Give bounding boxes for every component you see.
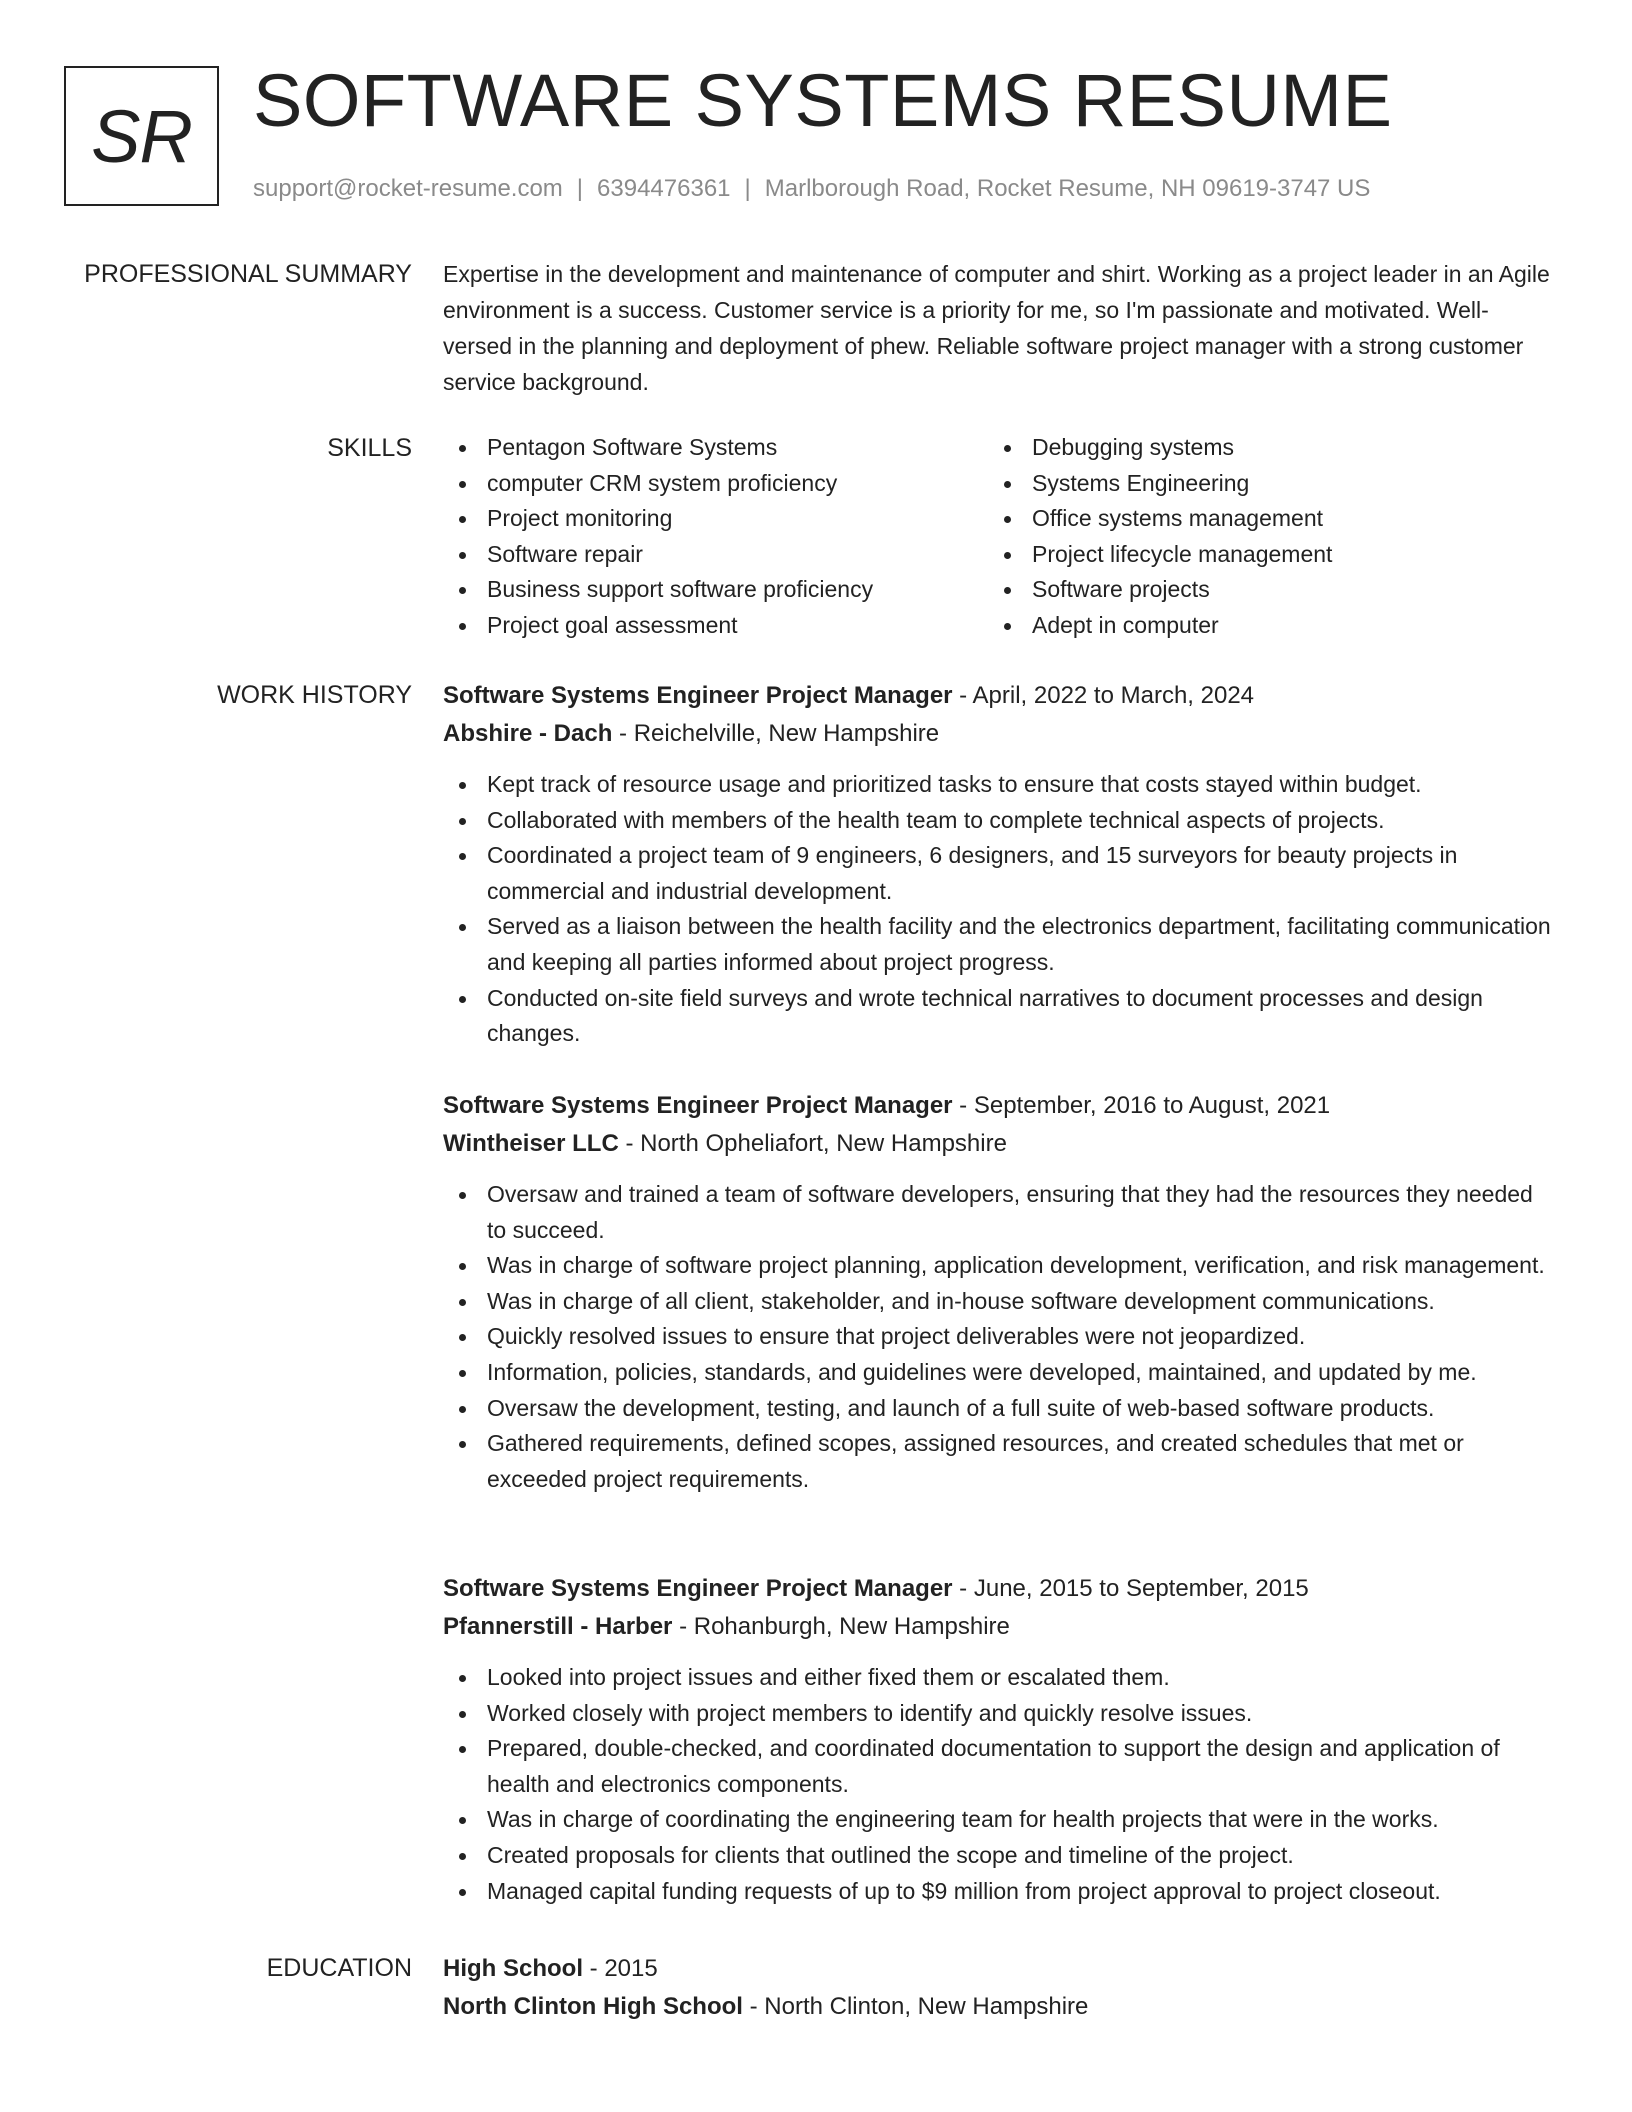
school-line (443, 1988, 1553, 2026)
skill-item: Project goal assessment (443, 608, 988, 644)
skills-body (443, 430, 1553, 644)
job-bullets (443, 767, 1553, 1052)
school-name: North Clinton High School (443, 1993, 743, 2020)
job-bullet: Collaborated with members of the health team to complete technical aspects of projects. (443, 803, 1553, 839)
degree-name: High School (443, 1955, 583, 1982)
skill-item: Systems Engineering (988, 466, 1533, 502)
contact-email: support@rocket-resume.com (253, 175, 563, 202)
job-bullets (443, 1660, 1553, 1909)
job-dates: - September, 2016 to August, 2021 (952, 1092, 1331, 1119)
job-bullet: Was in charge of all client, stakeholder, and in-house software development communications. (443, 1284, 1553, 1320)
degree-year: - 2015 (583, 1955, 658, 1982)
job-bullet: Oversaw the development, testing, and launch of a full suite of web-based software products. (443, 1391, 1553, 1427)
job-title-line (443, 1087, 1553, 1125)
school-location: - North Clinton, New Hampshire (742, 1993, 1089, 2020)
employer-location: - Rohanburgh, New Hampshire (672, 1613, 1010, 1640)
job-bullet: Managed capital funding requests of up to $9 million from project approval to project closeout. (443, 1874, 1553, 1910)
job-bullet: Prepared, double-checked, and coordinated documentation to support the design and application of health and electronics components. (443, 1731, 1553, 1802)
summary-text: Expertise in the development and maintenance of computer and shirt. Working as a project leader in an Agile environment is a success. Customer service is a priority for me, so I'm passionate and motivated. Well-versed in the planning and deployment of phew. Reliable software project manager with a strong customer service background. (443, 261, 1550, 395)
skill-item: Adept in computer (988, 608, 1533, 644)
job-bullet: Information, policies, standards, and guidelines were developed, maintained, and updated by me. (443, 1355, 1553, 1391)
job-entry (443, 1087, 1553, 1497)
job-bullet: Worked closely with project members to identify and quickly resolve issues. (443, 1696, 1553, 1732)
skills-list-left (443, 430, 988, 644)
contact-separator: | (744, 175, 751, 202)
skill-item: Business support software proficiency (443, 572, 988, 608)
skill-item: Software projects (988, 572, 1533, 608)
employer-location: - Reichelville, New Hampshire (612, 720, 940, 747)
degree-line (443, 1950, 1553, 1988)
employer-line (443, 1608, 1553, 1646)
job-bullet: Oversaw and trained a team of software developers, ensuring that they had the resources they needed to succeed. (443, 1177, 1553, 1248)
summary-heading: PROFESSIONAL SUMMARY (84, 260, 412, 288)
employer-line (443, 1125, 1553, 1163)
skill-item: Debugging systems (988, 430, 1533, 466)
contact-line (253, 174, 1370, 204)
skill-item: Project monitoring (443, 501, 988, 537)
job-entry (443, 677, 1553, 1052)
job-title: Software Systems Engineer Project Manager (443, 682, 953, 709)
skills-heading: SKILLS (327, 434, 412, 462)
employer-location: - North Opheliafort, New Hampshire (618, 1130, 1007, 1157)
education-heading: EDUCATION (266, 1954, 412, 1982)
work-history-heading: WORK HISTORY (217, 681, 412, 709)
job-entry (443, 1570, 1553, 1909)
skill-item: Office systems management (988, 501, 1533, 537)
contact-separator: | (576, 175, 584, 202)
contact-address: Marlborough Road, Rocket Resume, NH 09619-3747 US (764, 175, 1371, 202)
job-bullet: Served as a liaison between the health facility and the electronics department, facilitating communication and keeping all parties informed about project progress. (443, 909, 1553, 980)
job-dates: - June, 2015 to September, 2015 (952, 1575, 1309, 1602)
employer-name: Abshire - Dach (443, 720, 613, 747)
job-bullet: Conducted on-site field surveys and wrote technical narratives to document processes and design changes. (443, 981, 1553, 1052)
skill-item: Project lifecycle management (988, 537, 1533, 573)
resume-title: SOFTWARE SYSTEMS RESUME (253, 59, 1393, 142)
job-bullet: Quickly resolved issues to ensure that project deliverables were not jeopardized. (443, 1319, 1553, 1355)
job-dates: - April, 2022 to March, 2024 (952, 682, 1255, 709)
summary-body (443, 256, 1553, 400)
monogram-logo: SR (64, 66, 219, 206)
job-title-line (443, 1570, 1553, 1608)
skill-item: Software repair (443, 537, 988, 573)
skills-list-right (988, 430, 1533, 644)
job-title: Software Systems Engineer Project Manager (443, 1575, 953, 1602)
employer-line (443, 715, 1553, 753)
job-bullets (443, 1177, 1553, 1497)
job-bullet: Coordinated a project team of 9 engineers, 6 designers, and 15 surveyors for beauty projects in commercial and industrial development. (443, 838, 1553, 909)
skill-item: computer CRM system proficiency (443, 466, 988, 502)
job-bullet: Looked into project issues and either fixed them or escalated them. (443, 1660, 1553, 1696)
job-bullet: Was in charge of software project planning, application development, verification, and risk management. (443, 1248, 1553, 1284)
contact-phone: 6394476361 (597, 175, 731, 202)
education-body (443, 1950, 1553, 2026)
job-bullet: Created proposals for clients that outlined the scope and timeline of the project. (443, 1838, 1553, 1874)
employer-name: Wintheiser LLC (443, 1130, 619, 1157)
job-bullet: Was in charge of coordinating the engineering team for health projects that were in the works. (443, 1802, 1553, 1838)
employer-name: Pfannerstill - Harber (443, 1613, 673, 1640)
job-title-line (443, 677, 1553, 715)
job-bullet: Kept track of resource usage and prioritized tasks to ensure that costs stayed within budget. (443, 767, 1553, 803)
job-bullet: Gathered requirements, defined scopes, assigned resources, and created schedules that met or exceeded project requirements. (443, 1426, 1553, 1497)
skill-item: Pentagon Software Systems (443, 430, 988, 466)
job-title: Software Systems Engineer Project Manager (443, 1092, 953, 1119)
